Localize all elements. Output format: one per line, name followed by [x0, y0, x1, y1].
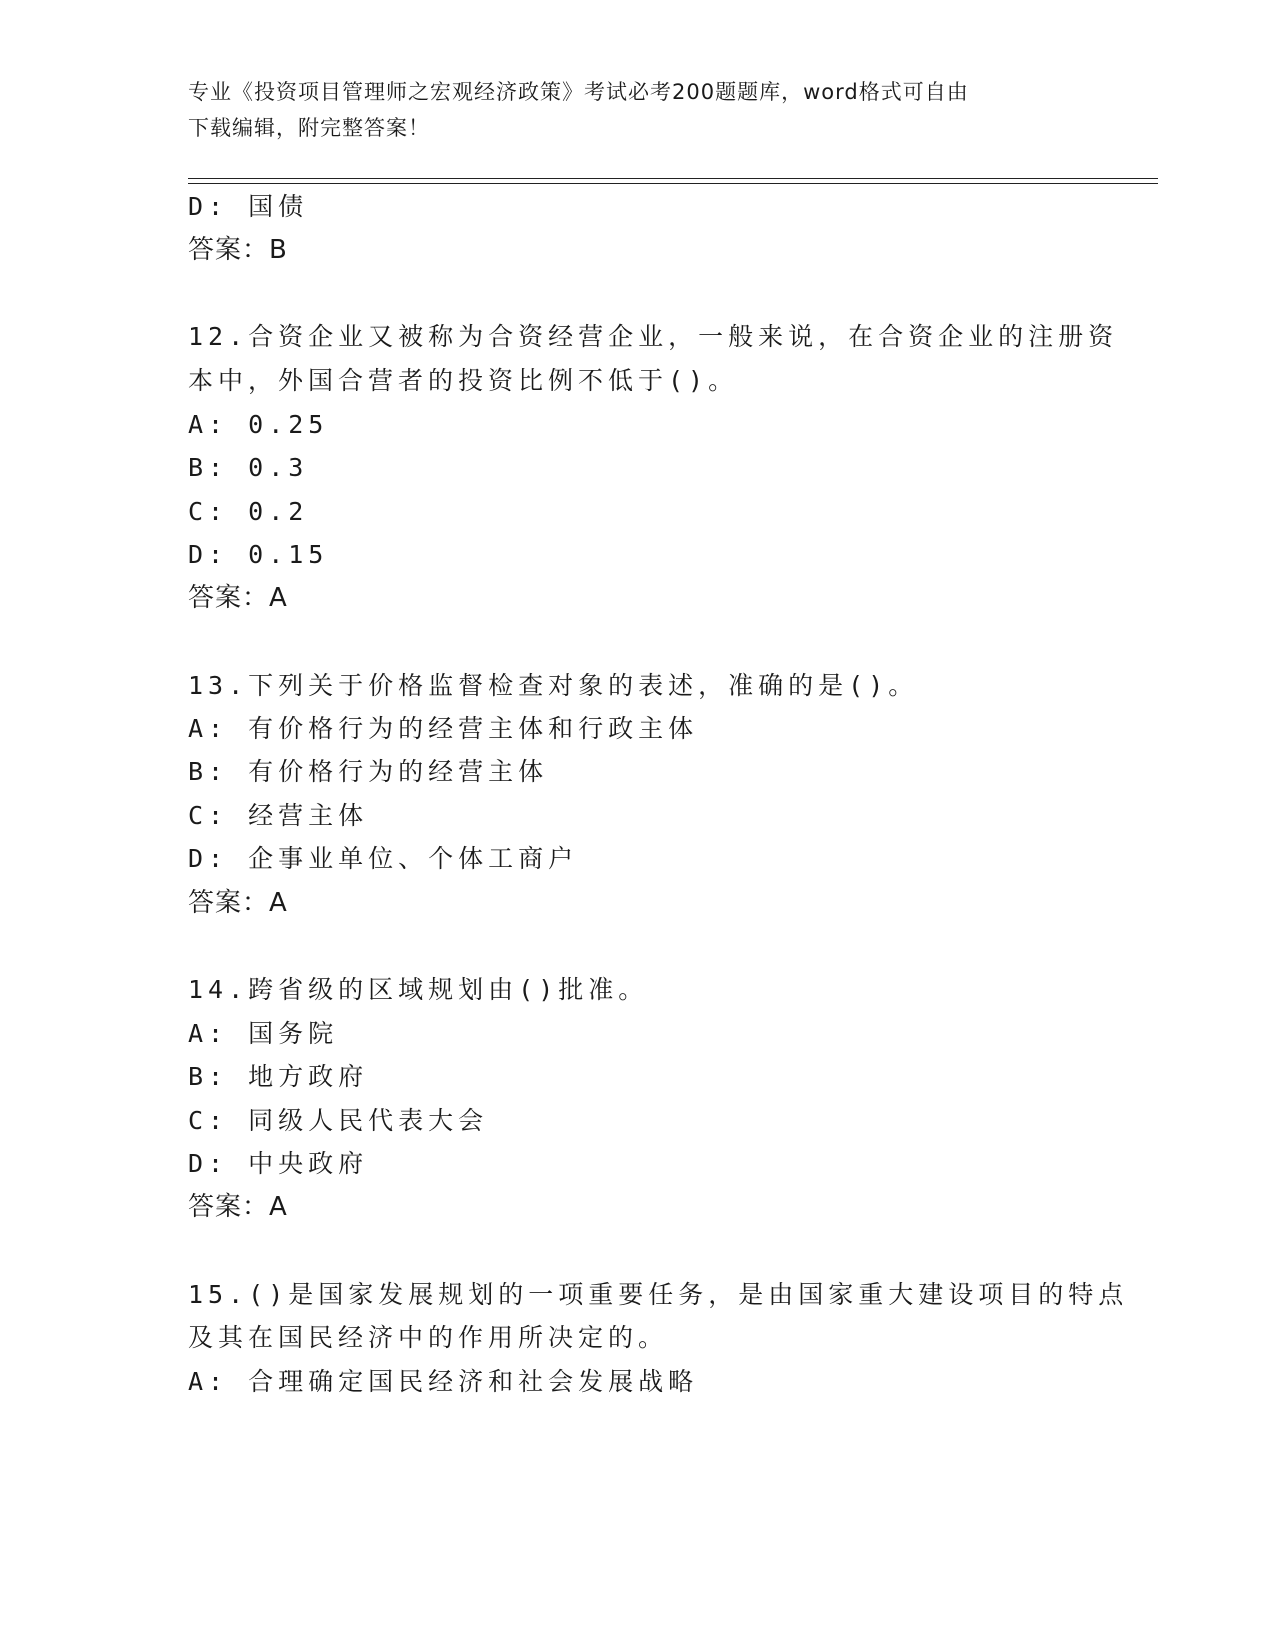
question-13-answer: 答案：A	[188, 888, 288, 918]
question-14-answer: 答案：A	[188, 1192, 288, 1222]
question-12-option-c: C: 0.2	[188, 497, 309, 526]
question-12-option-a: A: 0.25	[188, 410, 329, 439]
document-header	[188, 74, 1088, 146]
question-14-stem-line-1: 14.跨省级的区域规划由()批准。	[188, 975, 649, 1004]
header-divider-top	[188, 178, 1158, 179]
header-divider-bottom	[188, 183, 1158, 184]
question-15-option-a: A: 合理确定国民经济和社会发展战略	[188, 1367, 699, 1396]
question-12-stem-line-2: 本中，外国合营者的投资比例不低于()。	[188, 366, 739, 395]
question-13-option-a: A: 有价格行为的经营主体和行政主体	[188, 714, 699, 743]
header-line-2: 下载编辑，附完整答案！	[188, 116, 430, 140]
question-14-option-a: A: 国务院	[188, 1019, 339, 1048]
option-d: D: 国债	[188, 192, 309, 221]
header-line-1: 专业《投资项目管理师之宏观经济政策》考试必考200题题库，word格式可自由	[188, 80, 969, 104]
answer-label: 答案：B	[188, 235, 288, 265]
question-13-option-c: C: 经营主体	[188, 801, 369, 830]
question-15-stem-line-2: 及其在国民经济中的作用所决定的。	[188, 1323, 669, 1352]
question-14-option-c: C: 同级人民代表大会	[188, 1106, 489, 1135]
question-12-stem-line-1: 12.合资企业又被称为合资经营企业，一般来说，在合资企业的注册资	[188, 322, 1119, 351]
question-15-stem-line-1: 15.()是国家发展规划的一项重要任务，是由国家重大建设项目的特点	[188, 1280, 1129, 1309]
question-14-option-d: D: 中央政府	[188, 1149, 369, 1178]
question-14-option-b: B: 地方政府	[188, 1062, 369, 1091]
question-12-option-d: D: 0.15	[188, 540, 329, 569]
question-12-answer: 答案：A	[188, 583, 288, 613]
question-12-option-b: B: 0.3	[188, 453, 309, 482]
question-13-option-b: B: 有价格行为的经营主体	[188, 757, 549, 786]
question-13-stem-line-1: 13.下列关于价格监督检查对象的表述，准确的是()。	[188, 671, 919, 700]
question-13-option-d: D: 企事业单位、个体工商户	[188, 844, 579, 873]
